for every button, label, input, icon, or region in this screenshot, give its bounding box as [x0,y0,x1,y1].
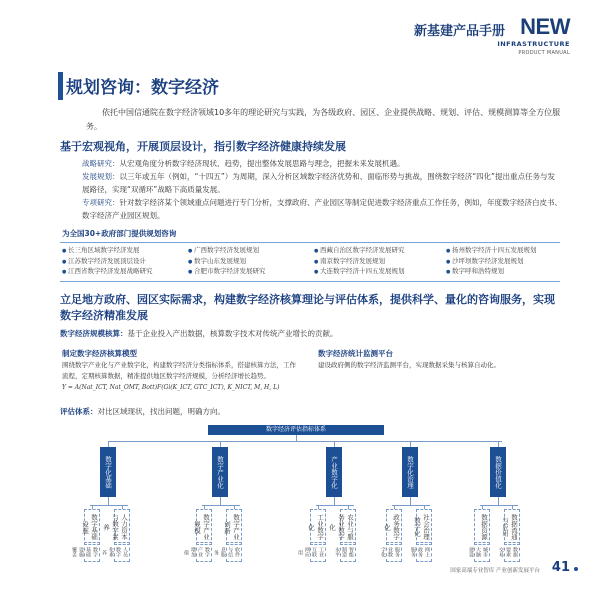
level3-box: 软件与信息服务 [226,542,242,562]
level1-box: 产业数字化 [326,447,342,497]
level1-box: 数字化基础 [100,447,116,497]
section2-heading: 立足地方政府、园区实际需求，构建数字经济核算理论与评估体系，提供科学、量化的咨询服务，实现数字经济精准发展 [60,293,555,322]
level1-box: 数字化治理 [402,447,418,497]
header-title: 新基建产品手册 [413,24,505,39]
list-item: ● 合肥市数字经济发展研究 [188,267,265,278]
level1-box: 数字产业化 [212,447,228,497]
level2-box: 数字基础设施 [84,509,100,545]
connector [108,497,109,505]
item-label: 发展规划： [82,172,120,181]
list-item: ● 扬州数字经济十四五发展规划 [446,246,536,257]
section1-heading: 基于宏观视角，开展顶层设计，指引数字经济健康持续发展 [60,140,346,153]
level2-box: 数据资源 [474,509,490,545]
item-text: 从宏观角度分析数字经济现状、趋势，提出整体发展思路与理念，把握未来发展机遇。 [119,159,405,168]
model-title: 制定数字经济核算模型 [62,349,137,358]
platform-text: 建设政府侧的数字经济监测平台，实现数据采集与核算自动化。 [318,361,500,369]
list-item: ● 沙坪坝数字经济发展规划 [446,257,536,268]
level3-box: 网上政务服务 [416,542,432,562]
level2-box: 人力资本与数字素养 [114,509,130,545]
level3-box: 工业互联网应用 [310,542,326,562]
header-sub1: INFRASTRUCTURE [497,40,570,48]
level2-box: 数字产业规模 [196,509,212,545]
model-text: 围绕数字产业化与产业数字化，构建数字经济分类指标体系，搭建核算方法，工作流程，定期核算数据，精准提供地区数字经济规模，分析经济增长趋势。 [62,361,296,380]
list-item: ● 江苏数字经济发展顶层设计 [62,257,152,268]
scale-text: 基于企业投入产出数据，核算数字技术对传统产业增长的贡献。 [127,329,338,338]
level2-box: 数字产业创新 [226,509,242,545]
level3-box: 数字产业增加值 [196,542,212,562]
level3-box: 城市大脑建设 [474,542,490,562]
level3-box: 服务业数字化 [386,542,402,562]
list-title: 为全国30+政府部门提供规划咨询 [62,229,177,238]
header-sub2: PRODUCT MANUAL [518,50,570,56]
header-new: NEW [520,14,570,39]
connector [220,497,221,505]
list-item: ● 西藏自治区数字经济发展研究 [314,246,404,257]
level2-box: 农业与服务业数字化 [340,509,356,545]
item-text: 针对数字经济某个领域重点问题进行专门分析，支撑政府、产业园区等制定促进数字经济重点工作任务，例如，年度数字经济白皮书、数字经济产业园区规划。 [82,198,562,220]
connector [410,497,411,505]
diagram-title: 数字经济评估指标体系 [208,425,384,435]
eval-label: 评估体系： [60,407,98,416]
scale-label: 数字经济规模核算： [60,329,128,338]
list-item: ● 长三角区域数字经济发展 [62,246,152,257]
level2-box: 政务数字化 [386,509,402,545]
page-number: 41 [551,560,570,575]
model-formula: Y = A(Nat_ICT, Nat_OMT, Bott)F(Gi(K_ICT, GTC_ICT), K_NICT, M, H, L) [62,384,280,391]
item-label: 战略研究： [82,159,120,168]
connector [334,497,335,505]
level1-box: 数据价值化 [490,447,506,497]
list-item: ● 南京数字经济发展规划 [314,257,404,268]
level2-box: 数据流通与应用 [504,509,520,545]
level2-box: 工业数字化 [310,509,326,545]
item-label: 专项研究： [82,198,120,207]
level2-box: 社会治理数字化 [416,509,432,545]
footer-text: 国家高端专业智库 产业创新发展平台 [450,568,540,574]
intro-paragraph: 依托中国信通院在数字经济领域10多年的理论研究与实践，为各级政府、园区、企业提供战略、规划、评估、规模测算等全方位服务。 [86,108,561,131]
item-text: 以三年或五年（例如，“十四五”）为周期，深入分析区域数字经济优势和、面临形势与挑战，围绕数字经济“四化”提出重点任务与发展路径，实现“双循环”战略下高质量发展。 [82,172,556,194]
list-item: ● 江西省数字经济发展战略研究 [62,267,152,278]
platform-title: 数字经济统计监测平台 [318,349,393,358]
connector [498,497,499,505]
level3-box: 人员数字化素养 [114,542,130,562]
list-item: ● 数字呼和浩特规划 [446,267,536,278]
level3-box: 数据要素交易 [504,542,520,562]
list-item: ● 大连数字经济十四五发展规划 [314,267,404,278]
page-title: 规划咨询：数字经济 [66,78,219,98]
level3-box: 数字基础设施覆盖 [84,542,100,562]
list-item: ● 广西数字经济发展规划 [188,246,265,257]
level3-box: 智能制造水平 [340,542,356,562]
eval-text: 对比区域现状，找出问题，明确方向。 [97,407,225,416]
footer-dot [574,567,578,571]
list-item: ● 数字山东发展规划 [188,257,265,268]
